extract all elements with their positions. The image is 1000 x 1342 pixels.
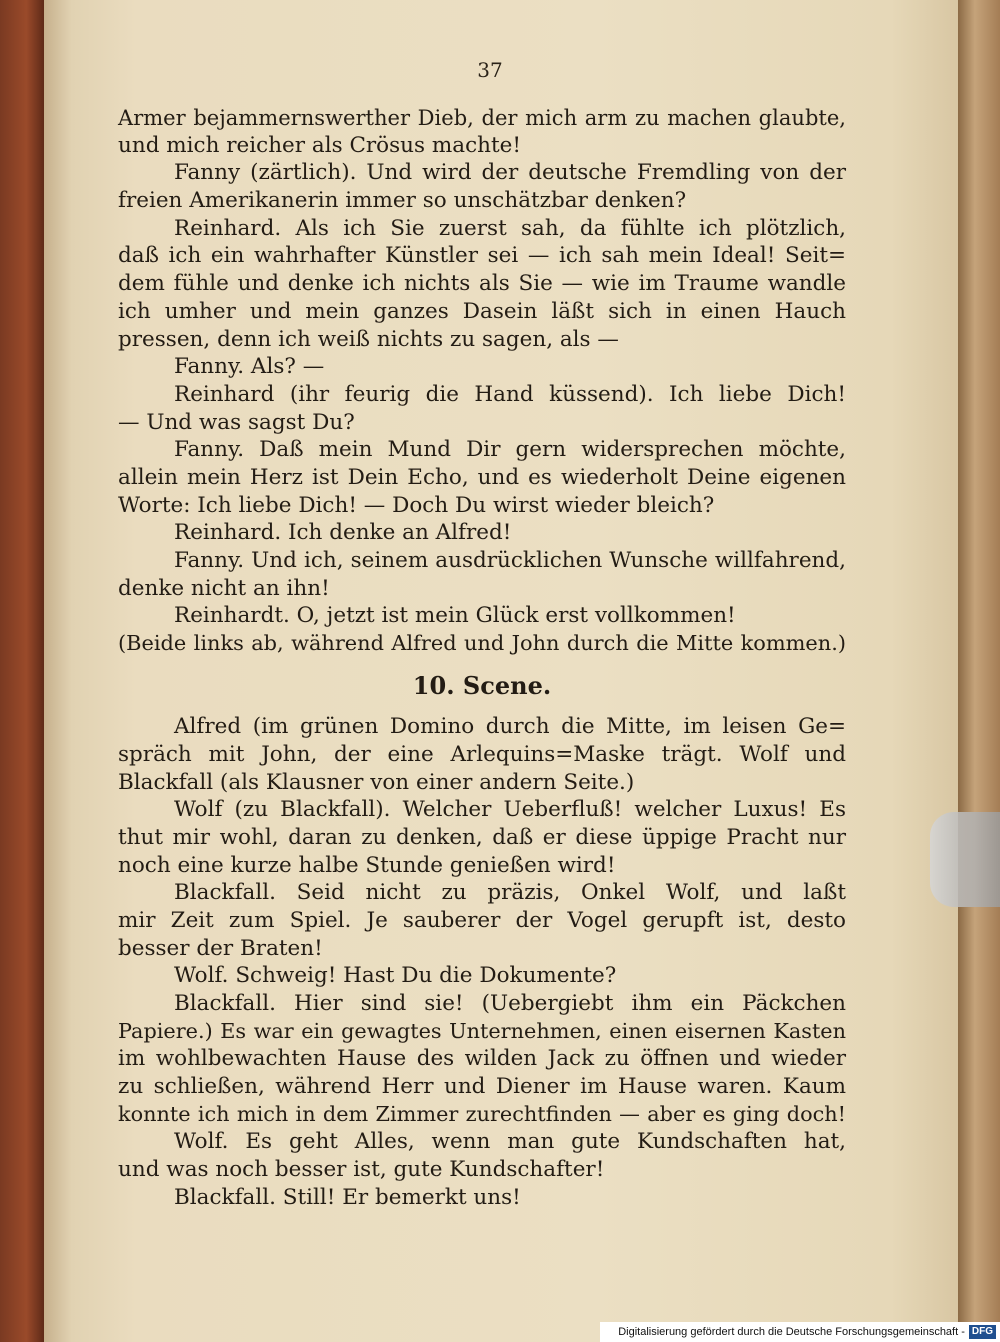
text-line: dem fühle und denke ich nichts als Sie — wie im Traume wandle [118,271,846,297]
text-line: Papiere.) Es war ein gewagtes Unternehmen, einen eisernen Kasten [118,1018,846,1043]
text-line: Wolf (zu Blackfall). Welcher Ueberfluß! welcher Luxus! Es [174,797,846,823]
text-line: (Beide links ab, während Alfred und John durch die Mitte kommen.) [118,631,846,656]
text-line: allein mein Herz ist Dein Echo, und es wiederholt Deine eigenen [118,464,846,490]
text-line: Fanny. Und ich, seinem ausdrücklichen Wunsche willfahrend, [174,548,846,573]
text-line: besser der Braten! [118,935,323,961]
text-line: zu schließen, während Herr und Diener im Hause waren. Kaum [118,1074,846,1100]
text-line: daß ich ein wahrhafter Künstler sei — ich sah mein Ideal! Seit= [118,243,846,269]
page-clip [930,812,1000,907]
text-line: pressen, denn ich weiß nichts zu sagen, als — [118,326,619,352]
text-line: konnte ich mich in dem Zimmer zurechtfinden — aber es ging doch! [118,1101,846,1126]
text-line: Fanny. Als? — [174,354,325,380]
text-line: Reinhard (ihr feurig die Hand küssend). Ich liebe Dich! [174,381,846,407]
text-line: Wolf. Schweig! Hast Du die Dokumente? [174,963,617,989]
text-line: freien Amerikanerin immer so unschätzbar denken? [118,188,687,214]
text-line: Worte: Ich liebe Dich! — Doch Du wirst wieder bleich? [118,492,715,518]
text-line: Blackfall (als Klausner von einer andern Seite.) [118,769,635,795]
text-line: und was noch besser ist, gute Kundschafter! [118,1157,605,1183]
text-line: Armer bejammernswerther Dieb, der mich arm zu machen glaubte, [118,105,846,130]
text-line: noch eine kurze halbe Stunde genießen wird! [118,852,616,878]
text-line: Reinhard. Als ich Sie zuerst sah, da fühlte ich plötzlich, [174,215,846,241]
book-cover-edge [0,0,44,1342]
text-line: Reinhardt. O, jetzt ist mein Glück erst vollkommen! [174,603,736,629]
page-number: 37 [477,58,503,82]
digitization-footer [600,1322,1000,1342]
text-line: Fanny. Daß mein Mund Dir gern widersprechen möchte, [174,437,846,463]
text-line: Alfred (im grünen Domino durch die Mitte, im leisen Ge= [174,714,846,740]
text-line: ich umher und mein ganzes Dasein läßt sich in einen Hauch [118,298,846,324]
text-line: Blackfall. Hier sind sie! (Uebergiebt ihm ein Päckchen [174,991,846,1017]
body-text [118,104,846,1212]
text-line: im wohlbewachten Hause des wilden Jack zu öffnen und wieder [118,1046,846,1072]
text-line: Reinhard. Ich denke an Alfred! [174,520,512,546]
text-line: denke nicht an ihn! [118,575,330,601]
page-edge-stack [958,0,1000,1342]
text-line: Fanny (zärtlich). Und wird der deutsche Fremdling von der [174,160,846,186]
scene-heading: 10. Scene. [412,670,552,700]
text-line: Wolf. Es geht Alles, wenn man gute Kundschaften hat, [174,1129,846,1155]
text-line: mir Zeit zum Spiel. Je sauberer der Vogel gerupft ist, desto [118,907,846,933]
text-line: Blackfall. Seid nicht zu präzis, Onkel Wolf, und laßt [174,880,846,906]
footer-text: Digitalisierung gefördert durch die Deutsche Forschungsgemeinschaft - [618,1326,965,1338]
text-line: spräch mit John, der eine Arlequins=Maske trägt. Wolf und [118,741,846,767]
text-line: und mich reicher als Crösus machte! [118,132,521,158]
dfg-logo-icon: DFG [969,1325,996,1339]
text-line: thut mir wohl, daran zu denken, daß er diese üppige Pracht nur [118,824,846,850]
text-line: Blackfall. Still! Er bemerkt uns! [174,1184,521,1210]
text-line: — Und was sagst Du? [118,409,355,435]
